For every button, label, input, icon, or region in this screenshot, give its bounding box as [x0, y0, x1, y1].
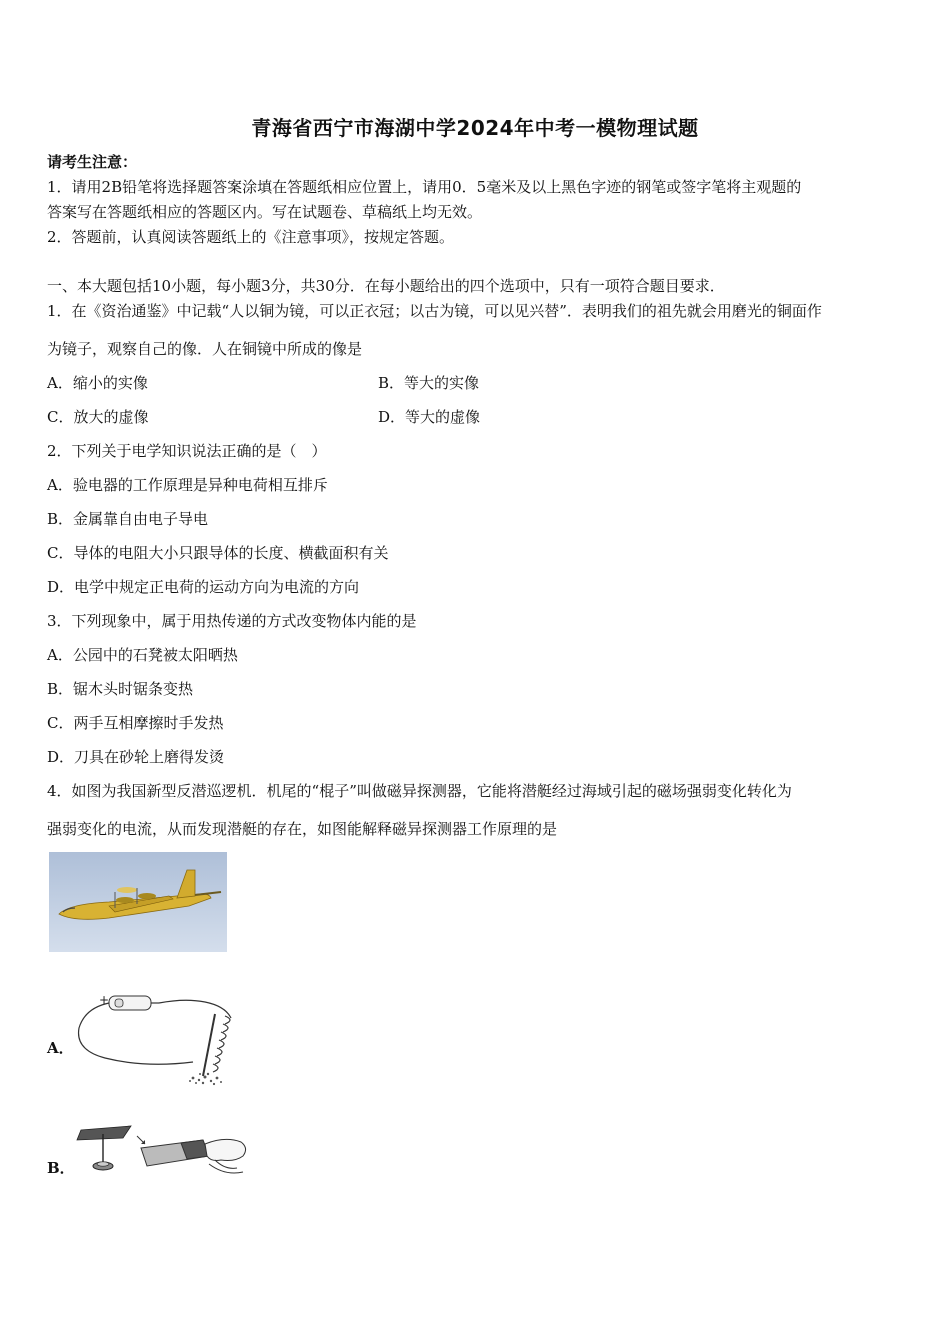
- q2-option-b: B．金属靠自由电子导电: [47, 510, 209, 528]
- q4-stem-line-2: 强弱变化的电流，从而发现潜艇的存在，如图能解释磁异探测器工作原理的是: [47, 820, 558, 838]
- notice-item-1-line-2: 答案写在答题纸相应的答题区内。写在试题卷、草稿纸上均无效。: [47, 203, 483, 221]
- q3-option-a: A．公园中的石凳被太阳晒热: [47, 646, 238, 664]
- patrol-aircraft-image: [49, 852, 227, 952]
- notice-heading: 请考生注意：: [47, 153, 138, 171]
- compass-magnet-diagram: [75, 1118, 250, 1193]
- page-title: 青海省西宁市海湖中学2024年中考一模物理试题: [251, 116, 699, 140]
- q2-option-c: C．导体的电阻大小只跟导体的长度、横截面积有关: [47, 544, 389, 562]
- notice-item-1-line-1: 1．请用2B铅笔将选择题答案涂填在答题纸相应位置上，请用0．5毫米及以上黑色字迹的钢笔或签字笔将主观题的: [47, 178, 802, 196]
- q1-stem-line-2: 为镜子，观察自己的像．人在铜镜中所成的像是: [47, 340, 363, 358]
- q2-stem: 2．下列关于电学知识说法正确的是（ ）: [47, 442, 327, 460]
- q3-option-d: D．刀具在砂轮上磨得发烫: [47, 748, 225, 766]
- section-heading: 一、本大题包括10小题，每小题3分，共30分．在每小题给出的四个选项中，只有一项符合题目要求．: [47, 277, 725, 295]
- q4-stem-line-1: 4．如图为我国新型反潜巡逻机．机尾的“棍子”叫做磁异探测器，它能将潜艇经过海域引起的磁场强弱变化转化为: [47, 782, 792, 800]
- svg-text:+: +: [99, 993, 110, 1007]
- q1-option-c: C．放大的虚像: [47, 408, 149, 426]
- q4-option-b-label: B．: [47, 1159, 75, 1177]
- q3-option-b: B．锯木头时锯条变热: [47, 680, 194, 698]
- q4-option-a-label: A．: [47, 1039, 74, 1057]
- q1-option-b: B．等大的实像: [378, 374, 480, 392]
- q3-option-c: C．两手互相摩擦时手发热: [47, 714, 224, 732]
- notice-item-2: 2．答题前，认真阅读答题纸上的《注意事项》，按规定答题。: [47, 228, 455, 246]
- q1-option-a: A．缩小的实像: [47, 374, 148, 392]
- q1-stem-line-1: 1．在《资治通鉴》中记载“人以铜为镜，可以正衣冠；以古为镜，可以见兴替”．表明我们的祖先就会用磨光的铜面作: [47, 302, 822, 320]
- q2-option-a: A．验电器的工作原理是异种电荷相互排斥: [47, 476, 328, 494]
- electromagnet-diagram: [75, 988, 245, 1088]
- q3-stem: 3．下列现象中，属于用热传递的方式改变物体内能的是: [47, 612, 417, 630]
- q2-option-d: D．电学中规定正电荷的运动方向为电流的方向: [47, 578, 360, 596]
- q1-option-d: D．等大的虚像: [378, 408, 481, 426]
